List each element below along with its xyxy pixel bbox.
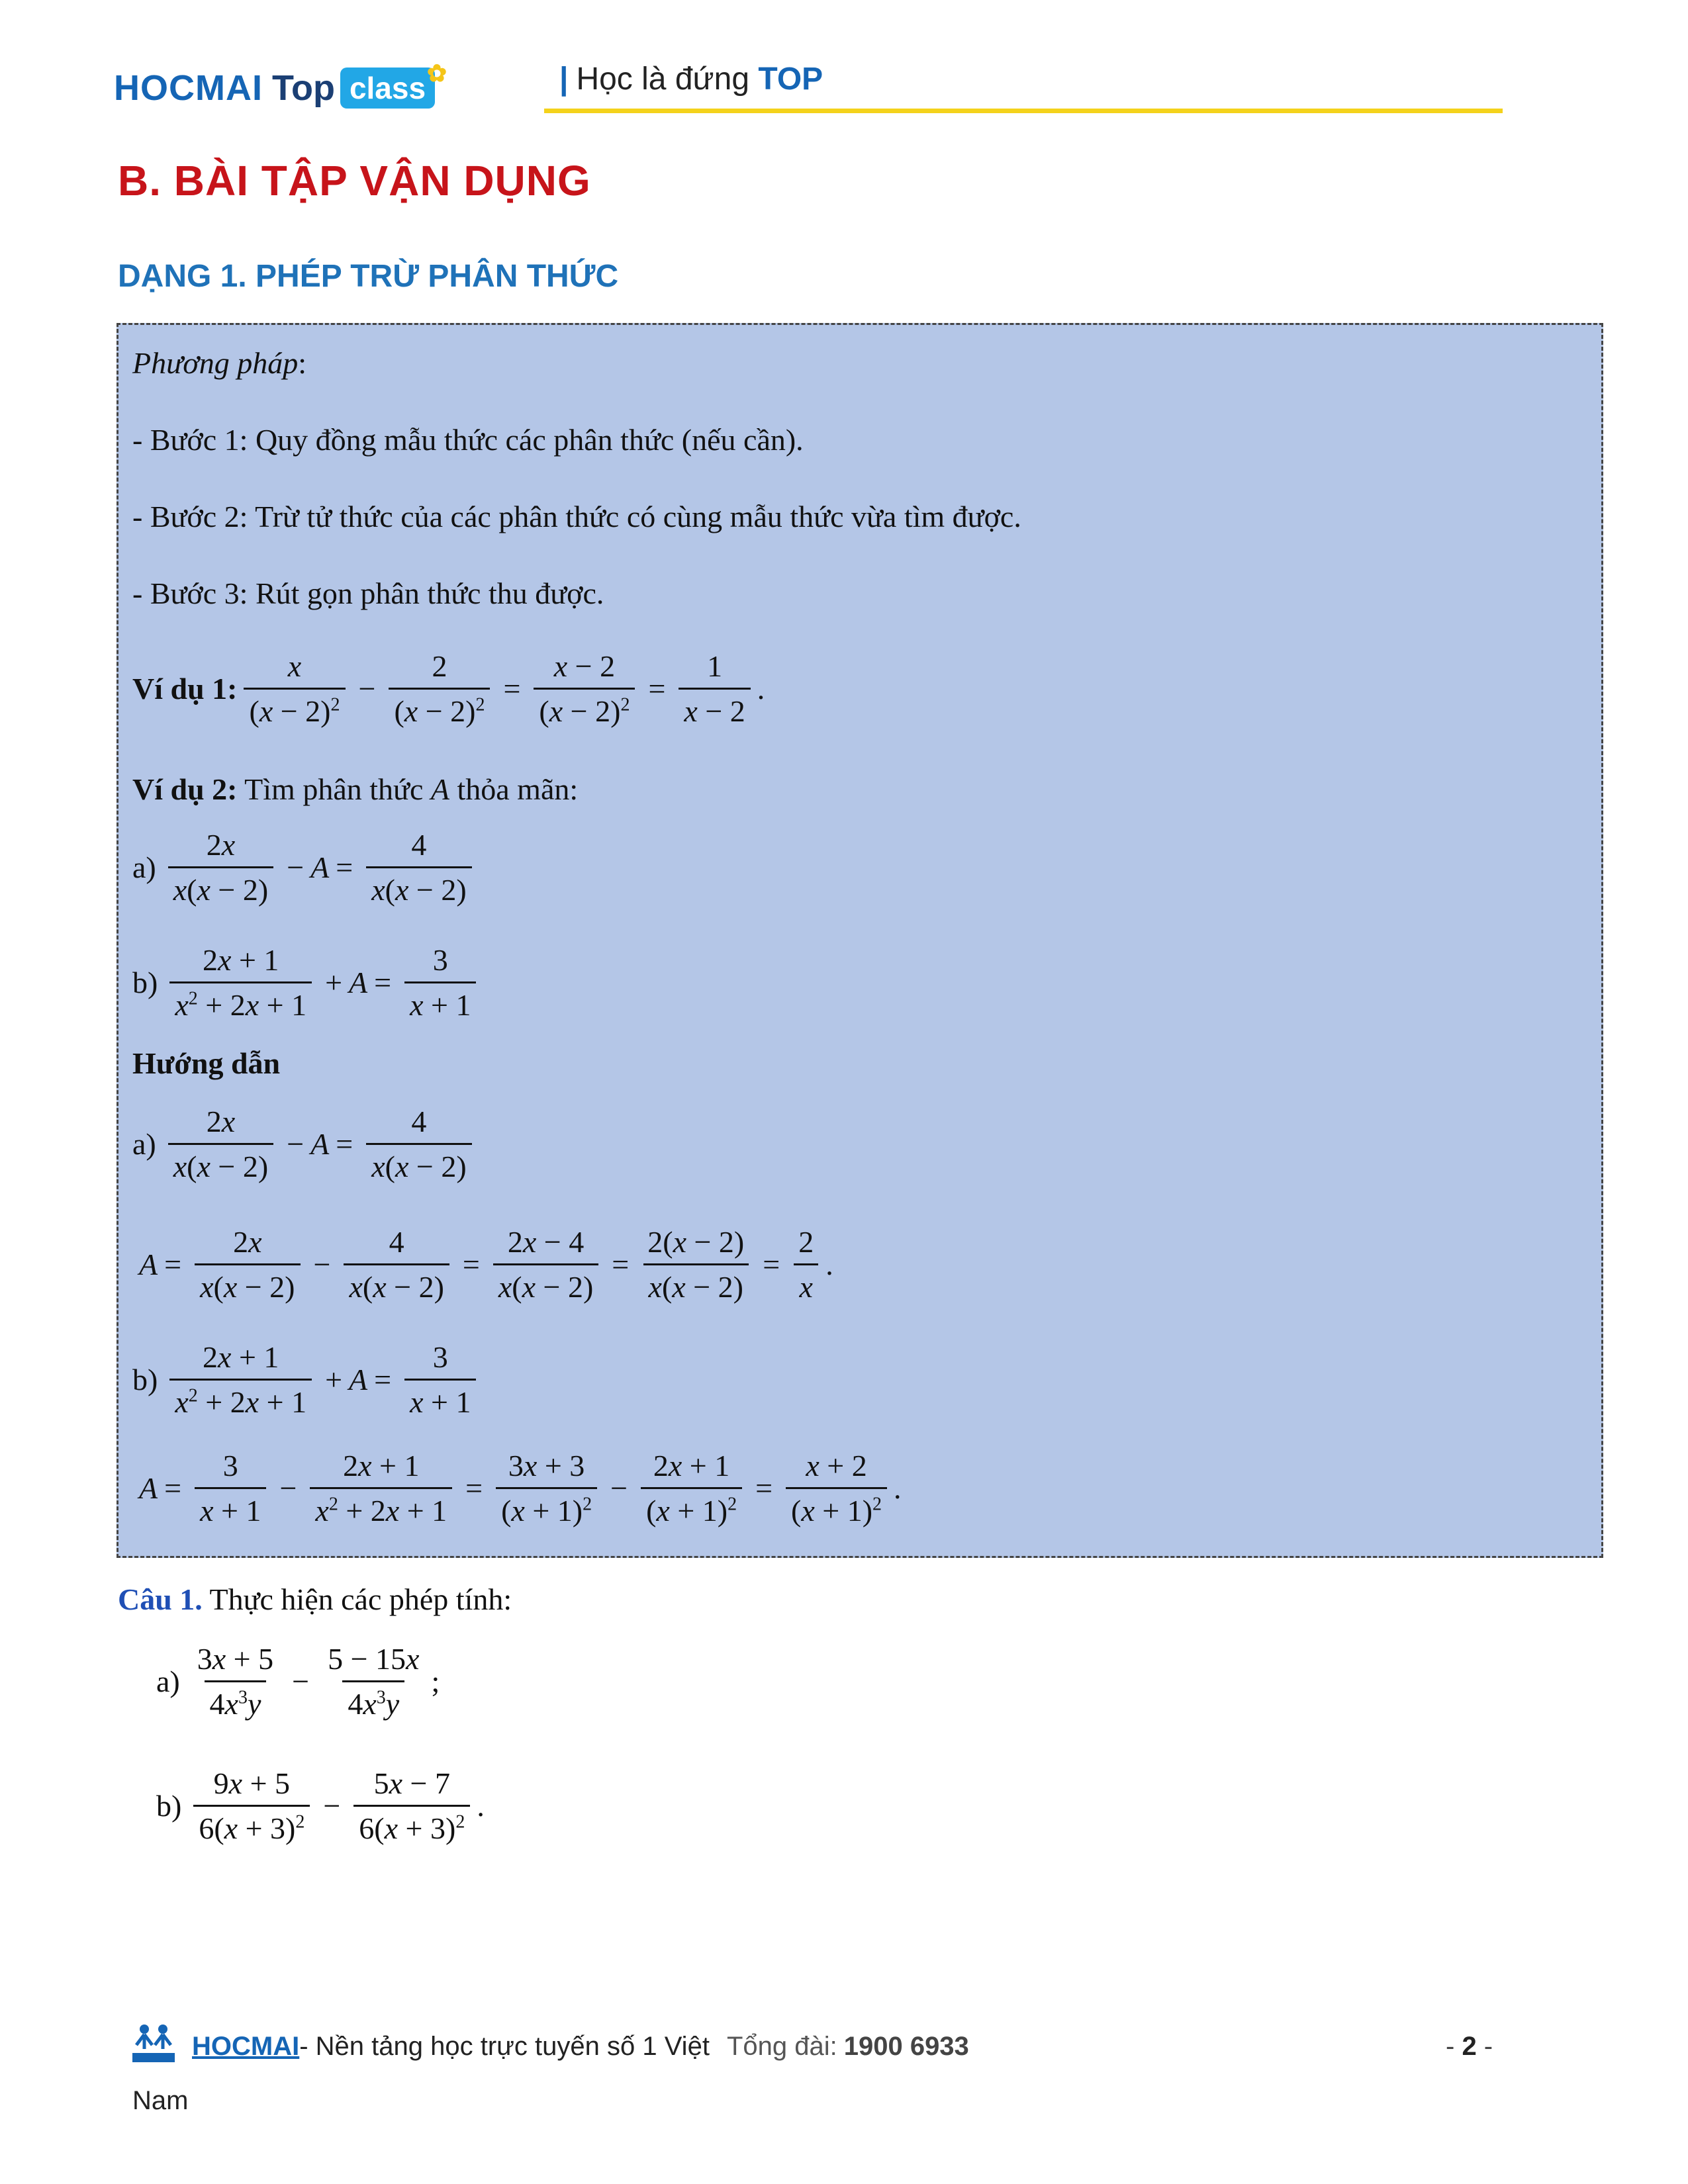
fraction: $\frac{3}{x + 1}$ (404, 942, 476, 1023)
method-title: Phương pháp (132, 346, 299, 380)
method-title-line (132, 345, 306, 381)
question-1b-expression: b) $\frac{9x + 5}{6(x + 3)^2}$ − $\frac{5x - 7}{6(x + 3)^2}$ . (156, 1766, 485, 1845)
method-title-colon: : (298, 346, 307, 380)
label-b: b) (156, 1789, 182, 1823)
tagline-top: TOP (758, 62, 823, 97)
label-a: a) (132, 1127, 156, 1161)
fraction: $\frac{2x + 1}{x^2 + 2x + 1}$ (169, 942, 312, 1023)
hocmai-topclass-logo (114, 58, 447, 118)
header-tagline (559, 61, 823, 97)
example-2-text-after: thỏa mãn: (457, 772, 579, 806)
fraction: $\frac{4}{x(x - 2)}$ (366, 1104, 471, 1184)
fraction: $\frac{2(x - 2)}{x(x - 2)}$ (642, 1224, 749, 1304)
fraction: $\frac{2x}{x(x - 2)}$ (195, 1224, 300, 1304)
fraction: $\frac{3}{x + 1}$ (404, 1340, 476, 1420)
footer-nam: Nam (132, 2086, 189, 2115)
fraction: $\frac{1}{x - 2}$ (679, 649, 750, 729)
example-2-text: Tìm phân thức (244, 772, 424, 806)
guide-label: Hướng dẫn (132, 1046, 281, 1080)
guide-b-solution: A = $\frac{3}{x + 1}$ − $\frac{2x + 1}{x^2 + 2x + 1}$ = $\frac{3x + 3}{(x + 1)^2}$ − $\frac{2x + 1}{(x + 1)^2}$ = $\frac{x + 2}{(x + 1)^2}$ . (139, 1449, 902, 1527)
fraction: $\frac{2x - 4}{x(x - 2)}$ (493, 1224, 598, 1304)
question-1-line (118, 1582, 512, 1617)
example-2-label: Ví dụ 2: (132, 772, 238, 806)
footer-text (192, 2032, 969, 2062)
fraction: $\frac{2x + 1}{(x + 1)^2}$ (641, 1448, 742, 1528)
example-2a-equation: a) $\frac{2x}{x(x - 2)}$ − A = $\frac{4}{x(x - 2)}$ (132, 827, 479, 907)
star-icon: ✿ (426, 60, 447, 87)
question-1a-expression: a) $\frac{3x + 5}{4x^3y}$ − $\frac{5 - 15x}{4x^3y}$ ; (156, 1642, 440, 1721)
footer-brand-link[interactable]: HOCMAI (192, 2032, 300, 2061)
footer-phone: 1900 6933 (843, 2032, 969, 2061)
fraction: $\frac{2}{x}$ (793, 1224, 819, 1304)
example-2b-equation: b) $\frac{2x + 1}{x^2 + 2x + 1}$ + A = $\frac{3}{x + 1}$ (132, 942, 483, 1023)
fraction: $\frac{3x + 3}{(x + 1)^2}$ (496, 1448, 597, 1528)
example-2-line (132, 772, 578, 807)
fraction: $\frac{5x - 7}{6(x + 3)^2}$ (353, 1766, 470, 1846)
tagline-prefix: Học là đứng (576, 62, 750, 97)
page-number (1446, 2032, 1493, 2062)
page-number-suffix: - (1476, 2032, 1493, 2061)
section-title: B. BÀI TẬP VẬN DỤNG (118, 157, 591, 205)
fraction: $\frac{3}{x + 1}$ (195, 1448, 266, 1528)
hocmai-footer-logo-icon (130, 2023, 177, 2066)
fraction: $\frac{x}{(x - 2)^2}$ (244, 649, 345, 729)
fraction: $\frac{2x}{x(x - 2)}$ (168, 827, 273, 907)
fraction: $\frac{2x}{x(x - 2)}$ (168, 1104, 273, 1184)
tagline-divider: | (559, 62, 569, 97)
logo-class-text: class (349, 71, 426, 105)
method-step-2: - Bước 2: Trừ tử thức của các phân thức có cùng mẫu thức vừa tìm được. (132, 500, 1021, 533)
label-a: a) (156, 1664, 180, 1698)
fraction: $\frac{2x + 1}{x^2 + 2x + 1}$ (310, 1448, 452, 1528)
example-1-label: Ví dụ 1: (132, 672, 238, 705)
page-number-value: 2 (1462, 2032, 1477, 2061)
fraction: $\frac{x - 2}{(x - 2)^2}$ (534, 649, 635, 729)
header-underline (544, 109, 1503, 113)
fraction: $\frac{4}{x(x - 2)}$ (366, 827, 471, 907)
fraction: $\frac{3x + 5}{4x^3y}$ (197, 1642, 274, 1721)
guide-a-solution: A = $\frac{2x}{x(x - 2)}$ − $\frac{4}{x(x - 2)}$ = $\frac{2x - 4}{x(x - 2)}$ = $\frac{2(x - 2)}{x(x - 2)}$ = $\frac{2}{x}$ . (139, 1225, 833, 1304)
logo-class-badge (340, 60, 447, 109)
footer-phone-label: Tổng đài: (726, 2032, 837, 2061)
method-step-1: - Bước 1: Quy đồng mẫu thức các phân thức (nếu cần). (132, 423, 804, 457)
fraction: $\frac{9x + 5}{6(x + 3)^2}$ (193, 1766, 310, 1846)
question-1-label: Câu 1. (118, 1582, 203, 1616)
label-a: a) (132, 850, 156, 884)
guide-b-equation: b) $\frac{2x + 1}{x^2 + 2x + 1}$ + A = $\frac{3}{x + 1}$ (132, 1340, 483, 1420)
guide-a-equation: a) $\frac{2x}{x(x - 2)}$ − A = $\frac{4}{x(x - 2)}$ (132, 1104, 479, 1184)
example-1-equation: Ví dụ 1: $\frac{x}{(x - 2)^2}$ − $\frac{2}{(x - 2)^2}$ = $\frac{x - 2}{(x - 2)^2}$ = $\frac{1}{x - 2}$ . (132, 649, 765, 728)
label-b: b) (132, 966, 158, 999)
example-2-var: A (430, 772, 449, 806)
fraction: $\frac{5 - 15x}{4x^3y}$ (328, 1642, 420, 1721)
logo-top-text: Top (271, 68, 335, 108)
footer-description: - Nền tảng học trực tuyến số 1 Việt (299, 2032, 710, 2061)
fraction: $\frac{x + 2}{(x + 1)^2}$ (786, 1448, 887, 1528)
method-step-3: - Bước 3: Rút gọn phân thức thu được. (132, 576, 604, 610)
fraction: $\frac{4}{x(x - 2)}$ (344, 1224, 449, 1304)
fraction: $\frac{2x + 1}{x^2 + 2x + 1}$ (169, 1340, 312, 1420)
dang-title: DẠNG 1. PHÉP TRỪ PHÂN THỨC (118, 259, 619, 294)
question-1-text: Thực hiện các phép tính: (209, 1582, 512, 1616)
page-number-prefix: - (1446, 2032, 1462, 2061)
fraction: $\frac{2}{(x - 2)^2}$ (389, 649, 490, 729)
label-b: b) (132, 1363, 158, 1396)
logo-hocmai-text: HOCMAI (114, 68, 263, 108)
